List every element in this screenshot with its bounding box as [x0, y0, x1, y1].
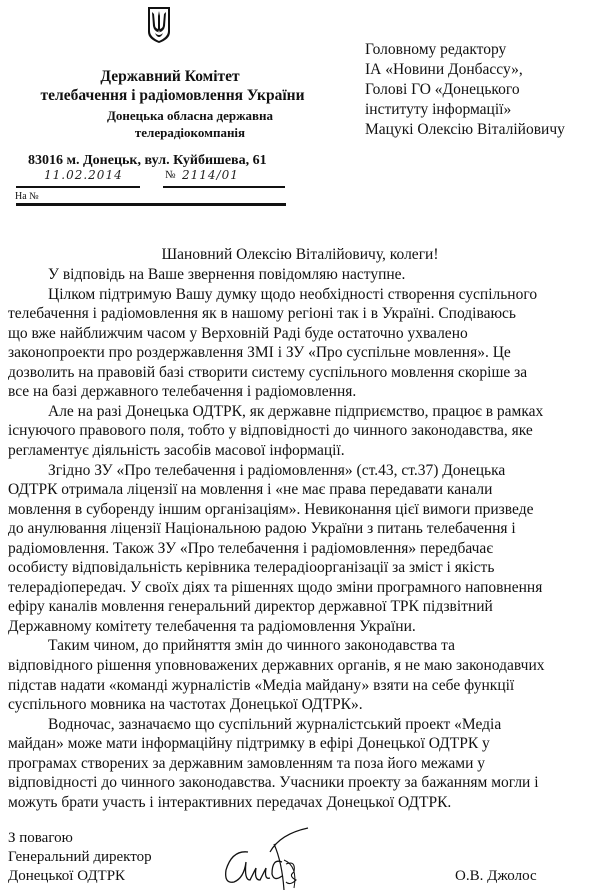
letter-number: 2114/01 [182, 168, 239, 182]
body-line: суспільного мовника на частотах Донецької ОДТРК». [8, 696, 363, 714]
org-name-line2: телебачення і радіомовлення України [40, 87, 305, 104]
body-line: все на базі державного телебачення і радіомовлення. [8, 383, 357, 401]
recipient-line: інституту інформації» [365, 101, 512, 118]
body-line: Водночас, зазначаємо що суспільний журналістський проект «Медіа [48, 715, 502, 733]
greeting: Шановний Олексію Віталійовичу, колеги! [161, 246, 439, 263]
body-line: Але на разі Донецька ОДТРК, як державне підприємство, працює в рамках [48, 402, 544, 420]
recipient-line: Голові ГО «Донецького [365, 81, 520, 98]
body-line: регламентує діяльність засобів масової інформації. [8, 441, 345, 459]
signer-name: О.В. Джолос [455, 868, 537, 884]
body-line: законопроекти про роздержавлення ЗМІ і ЗУ «Про суспільне мовлення». Це [8, 344, 511, 362]
recipient-line: Мацукі Олексію Віталійовичу [365, 121, 565, 138]
body-line: існуючого правового поля, тобто у відповідності до чинного законодавства, яке [8, 422, 533, 440]
body-line: телебачення і радіомовлення як в нашому регіоні так і в Україні. Сподіваюсь [8, 305, 516, 323]
body-line: дозволить на правовій базі створити систему суспільного мовлення скоріше за [8, 363, 528, 381]
body-line: телерадіопередач. У своїх діях та рішеннях щодо зміни програмного наповнення [8, 578, 543, 596]
body-line: програмах створених за державним замовленням та поза його межами у [8, 754, 486, 772]
body-line: ОДТРК отримала ліцензії на мовлення і «не має права передавати канали [8, 481, 493, 499]
body-line: майдан» може мати інформаційну підтримку в ефірі Донецької ОДТРК у [8, 735, 490, 753]
number-underline [163, 186, 285, 188]
body-line: радіомовлення. Також ЗУ «Про телебачення і радіомовлення» передбачає [8, 539, 493, 557]
letter-number-label: № [165, 169, 176, 181]
body-line: Таким чином, до прийняття змін до чинного законодавства та [48, 637, 455, 655]
body-line: до анулювання ліцензії Національною радою України з питань телебачення і [8, 520, 516, 538]
body-line: Згідно ЗУ «Про телебачення і радіомовлення» (ст.43, ст.37) Донецька [48, 461, 506, 479]
body-line: особисту відповідальність керівника телерадіоорганізації за зміст і якість [8, 559, 495, 577]
recipient-line: ІА «Новини Донбассу», [365, 61, 523, 78]
body-line: підстав надати «команді журналістів «Медіа майдану» взяти на себе функції [8, 676, 515, 694]
date-underline [16, 186, 140, 188]
reply-reference-label: На № [15, 191, 39, 202]
body-line: Державному комітету телебачення та радіомовлення України. [8, 617, 416, 635]
org-name-line1: Державний Комітет [100, 68, 240, 85]
closing-regards: З повагою [8, 830, 73, 846]
body-line: ефіру каналів мовлення генеральний директор державної ТРК підзвітний [8, 598, 493, 616]
body-line: можуть брати участь і інтерактивних передачах Донецької ОДТРК. [8, 793, 452, 811]
reply-reference-underline [16, 203, 286, 206]
org-address: 83016 м. Донецьк, вул. Куйбишева, 61 [28, 153, 267, 168]
signer-organization: Донецької ОДТРК [8, 868, 126, 884]
handwritten-signature-icon [210, 822, 310, 892]
letter-date: 11.02.2014 [44, 168, 123, 182]
body-line: Цілком підтримую Вашу думку щодо необхідності створення суспільного [48, 285, 538, 303]
body-line: У відповідь на Ваше звернення повідомляю наступне. [48, 266, 406, 283]
body-line: відповідного рішення уповноважених державних органів, я не маю законодавчих [8, 657, 545, 674]
recipient-line: Головному редактору [365, 41, 507, 58]
org-name-line3: Донецька обласна державна [106, 108, 274, 123]
body-line: мовлення в суборенду іншим організаціям». Невиконання цієї вимоги призведе [8, 500, 534, 518]
trident-emblem-icon [147, 6, 171, 44]
body-line: що вже найближчим часом у Верховній Раді буде остаточно ухвалено [8, 324, 468, 342]
body-line: відповідності до чинного законодавства. Учасники проекту за бажанням могли і [8, 774, 539, 792]
org-name-line4: телерадіокомпанія [134, 125, 246, 140]
signer-title: Генеральний директор [8, 849, 152, 865]
